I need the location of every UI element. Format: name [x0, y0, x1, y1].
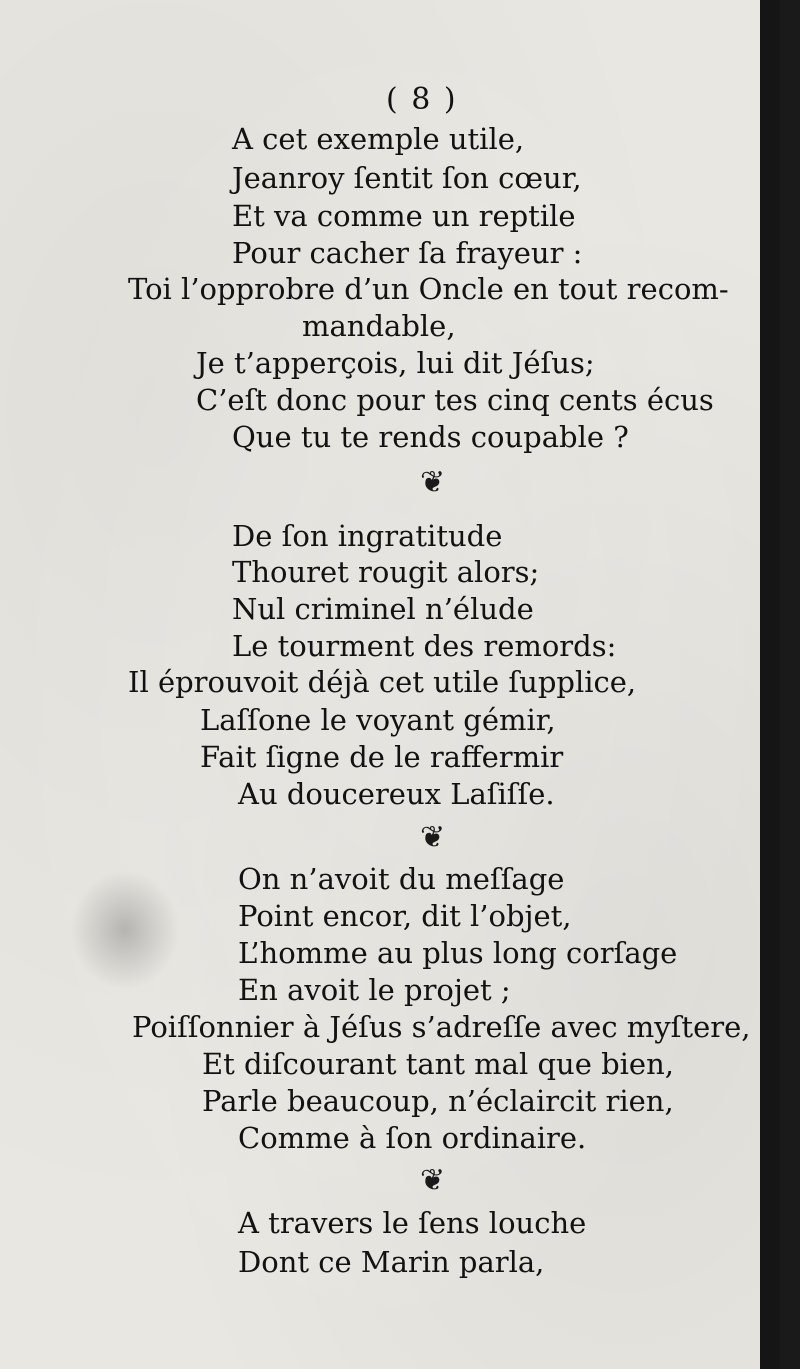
verse-line: Comme à ſon ordinaire. [238, 1121, 587, 1155]
verse-line: Point encor, dit l’objet, [238, 899, 572, 933]
verse-line: Thouret rougit alors; [232, 555, 540, 589]
verse-line: Pour cacher ſa frayeur : [232, 236, 583, 270]
verse-line: On n’avoit du meſſage [238, 862, 565, 896]
verse-line: Il éprouvoit déjà cet utile ſupplice, [128, 665, 637, 699]
verse-line: A travers le ſens louche [238, 1206, 587, 1240]
verse-line: En avoit le projet ; [238, 973, 511, 1007]
verse-line: Et va comme un reptile [232, 199, 576, 233]
fleuron-icon: ❦ [420, 820, 446, 855]
verse-line: Jeanroy ſentit ſon cœur, [232, 161, 582, 195]
verse-line: C’eſt donc pour tes cinq cents écus [196, 383, 714, 417]
verse-line: Et diſcourant tant mal que bien, [202, 1047, 674, 1081]
verse-line: Laſſone le voyant gémir, [200, 703, 556, 737]
page-number: ( 8 ) [386, 82, 458, 117]
fleuron-icon: ❦ [420, 465, 446, 500]
verse-line: Je t’apperçois, lui dit Jéſus; [196, 346, 595, 380]
verse-line: De ſon ingratitude [232, 519, 503, 553]
verse-line: mandable, [302, 309, 456, 343]
verse-line: Le tourment des remords: [232, 629, 617, 663]
verse-line: Dont ce Marin parla, [238, 1245, 545, 1279]
verse-line: Que tu te rends coupable ? [232, 420, 629, 454]
scan-edge [760, 0, 780, 1369]
verse-line: Parle beaucoup, n’éclaircit rien, [202, 1084, 674, 1118]
fleuron-icon: ❦ [420, 1163, 446, 1198]
verse-line: Toi l’opprobre d’un Oncle en tout recom- [128, 272, 729, 306]
verse-line: A cet exemple utile, [232, 122, 525, 156]
verse-line: Au doucereux Laſiſſe. [238, 777, 555, 811]
verse-line: Poiſſonnier à Jéſus s’adreſſe avec myſtere, [132, 1010, 751, 1044]
verse-line: Nul criminel n’élude [232, 592, 534, 626]
verse-line: Fait ſigne de le raffermir [200, 740, 564, 774]
verse-line: L’homme au plus long corſage [238, 936, 678, 970]
